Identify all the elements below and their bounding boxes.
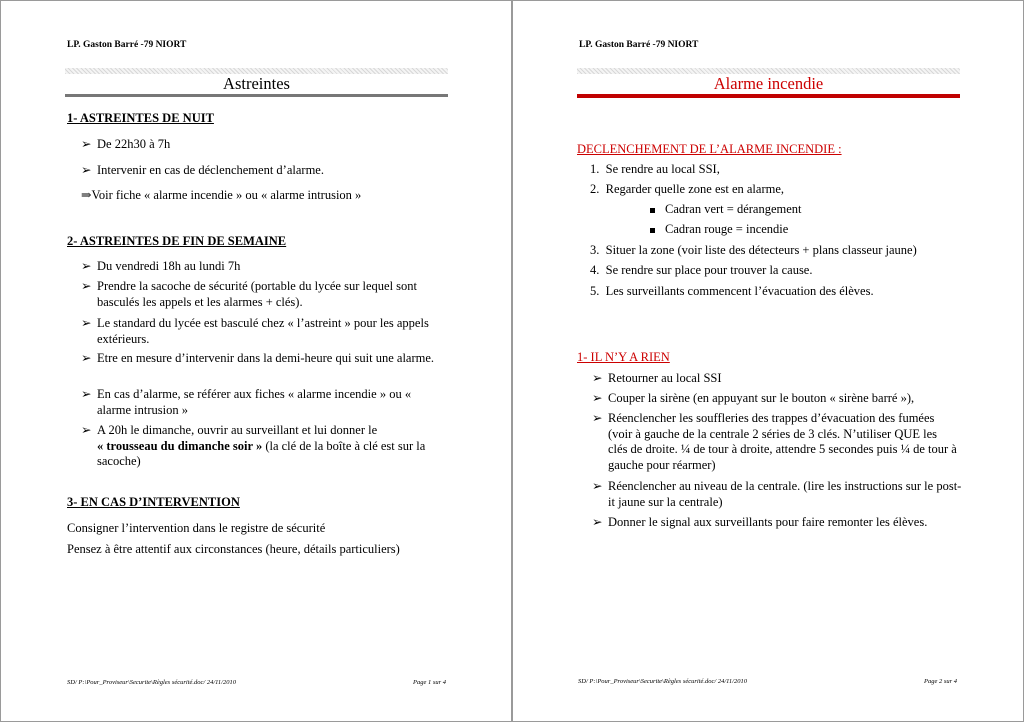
step-item: 1. Se rendre au local SSI, xyxy=(590,162,720,176)
arrow-bullet-icon: ➢ xyxy=(81,316,92,330)
list-item: ➢ Réenclencher au niveau de la centrale. (lire les instructions sur le post-it jaune sur la centrale) xyxy=(592,479,962,509)
arrow-bullet-icon: ➢ xyxy=(592,515,603,529)
arrow-bullet-icon: ➢ xyxy=(592,391,603,405)
list-item: ➢ Du vendredi 18h au lundi 7h xyxy=(81,259,241,273)
list-item: ➢ Intervenir en cas de déclenchement d’alarme. xyxy=(81,163,324,177)
list-item: ➢ A 20h le dimanche, ouvrir au surveillant et lui donner le « trousseau du dimanche soir » (la clé de la boîte à clé est sur la sacoche) xyxy=(81,423,426,468)
arrow-bullet-icon: ➢ xyxy=(592,411,603,425)
title-rule xyxy=(577,94,960,98)
page-title: Astreintes xyxy=(223,74,290,93)
trigger-heading: DECLENCHEMENT DE L’ALARME INCENDIE : xyxy=(577,142,842,156)
arrow-bullet-icon: ➢ xyxy=(592,371,603,385)
sub-item: Cadran rouge = incendie xyxy=(650,222,788,237)
list-item: ➢ Réenclencher les souffleries des trappes d’évacuation des fumées (voir à gauche de la centrale 2 séries de 3 clés. N’utiliser QUE les clés de droite. ¼ de tour à droite, attendre 5 secondes puis ¼ de tour à gauche pour réarmer) xyxy=(592,411,957,472)
list-item: ➢ Retourner au local SSI xyxy=(592,371,722,385)
list-item: ➢ Donner le signal aux surveillants pour faire remonter les élèves. xyxy=(592,515,928,529)
school-header: LP. Gaston Barré -79 NIORT xyxy=(67,40,187,50)
step-item: 4. Se rendre sur place pour trouver la cause. xyxy=(590,263,813,277)
arrow-bullet-icon: ➢ xyxy=(81,351,92,365)
title-rule xyxy=(65,94,448,97)
section-heading-weekend: 2- ASTREINTES DE FIN DE SEMAINE xyxy=(67,234,287,248)
list-item: ➢ Etre en mesure d’intervenir dans la demi-heure qui suit une alarme. xyxy=(81,351,435,365)
square-bullet-icon xyxy=(650,228,655,233)
arrow-bullet-icon: ➢ xyxy=(81,279,92,293)
footer-path: SD/ P:\Pour_Proviseur\Securite\Règles sécurité.doc/ 24/11/2010 xyxy=(67,679,236,686)
intervention-line: Consigner l’intervention dans le registre de sécurité xyxy=(67,521,326,535)
document-page-1 xyxy=(0,0,512,722)
arrow-bullet-icon: ➢ xyxy=(81,163,92,177)
sub-item: Cadran vert = dérangement xyxy=(650,202,802,217)
school-header: LP. Gaston Barré -79 NIORT xyxy=(579,40,699,50)
arrow-bullet-icon: ➢ xyxy=(592,479,603,493)
list-item: ➢ En cas d’alarme, se référer aux fiches « alarme incendie » ou « alarme intrusion » xyxy=(81,387,412,417)
intervention-line: Pensez à être attentif aux circonstances (heure, détails particuliers) xyxy=(67,542,400,556)
footer-path: SD/ P:\Pour_Proviseur\Securite\Règles sécurité.doc/ 24/11/2010 xyxy=(578,678,747,685)
step-item: 5. Les surveillants commencent l’évacuation des élèves. xyxy=(590,284,874,298)
arrow-bullet-icon: ➢ xyxy=(81,259,92,273)
square-bullet-icon xyxy=(650,208,655,213)
footer-page-number: Page 1 sur 4 xyxy=(413,679,447,686)
arrow-bullet-icon: ➢ xyxy=(81,387,92,401)
page-title: Alarme incendie xyxy=(713,74,824,93)
list-item: ➢ De 22h30 à 7h xyxy=(81,137,171,151)
step-item: 2. Regarder quelle zone est en alarme, xyxy=(590,182,785,196)
step-item: 3. Situer la zone (voir liste des détecteurs + plans classeur jaune) xyxy=(590,243,917,257)
section-heading-nothing: 1- IL N’Y A RIEN xyxy=(577,350,670,364)
list-item: ➢ Prendre la sacoche de sécurité (portable du lycée sur lequel sont basculés les appels et les alarmes + clés). xyxy=(81,279,418,309)
arrow-bullet-icon: ➢ xyxy=(81,423,92,437)
list-item: ➢ Le standard du lycée est basculé chez « l’astreint » pour les appels extérieurs. xyxy=(81,316,429,346)
list-item: ➢ Couper la sirène (en appuyant sur le bouton « sirène barré »), xyxy=(592,391,915,405)
arrow-bullet-icon: ➢ xyxy=(81,137,92,151)
section-heading-night: 1- ASTREINTES DE NUIT xyxy=(67,111,214,125)
implies-arrow-icon: ⇒ xyxy=(81,188,92,202)
footer-page-number: Page 2 sur 4 xyxy=(924,678,958,685)
note-line: ⇒Voir fiche « alarme incendie » ou « alarme intrusion » xyxy=(81,188,362,202)
section-heading-intervention: 3- EN CAS D’INTERVENTION xyxy=(67,495,240,509)
